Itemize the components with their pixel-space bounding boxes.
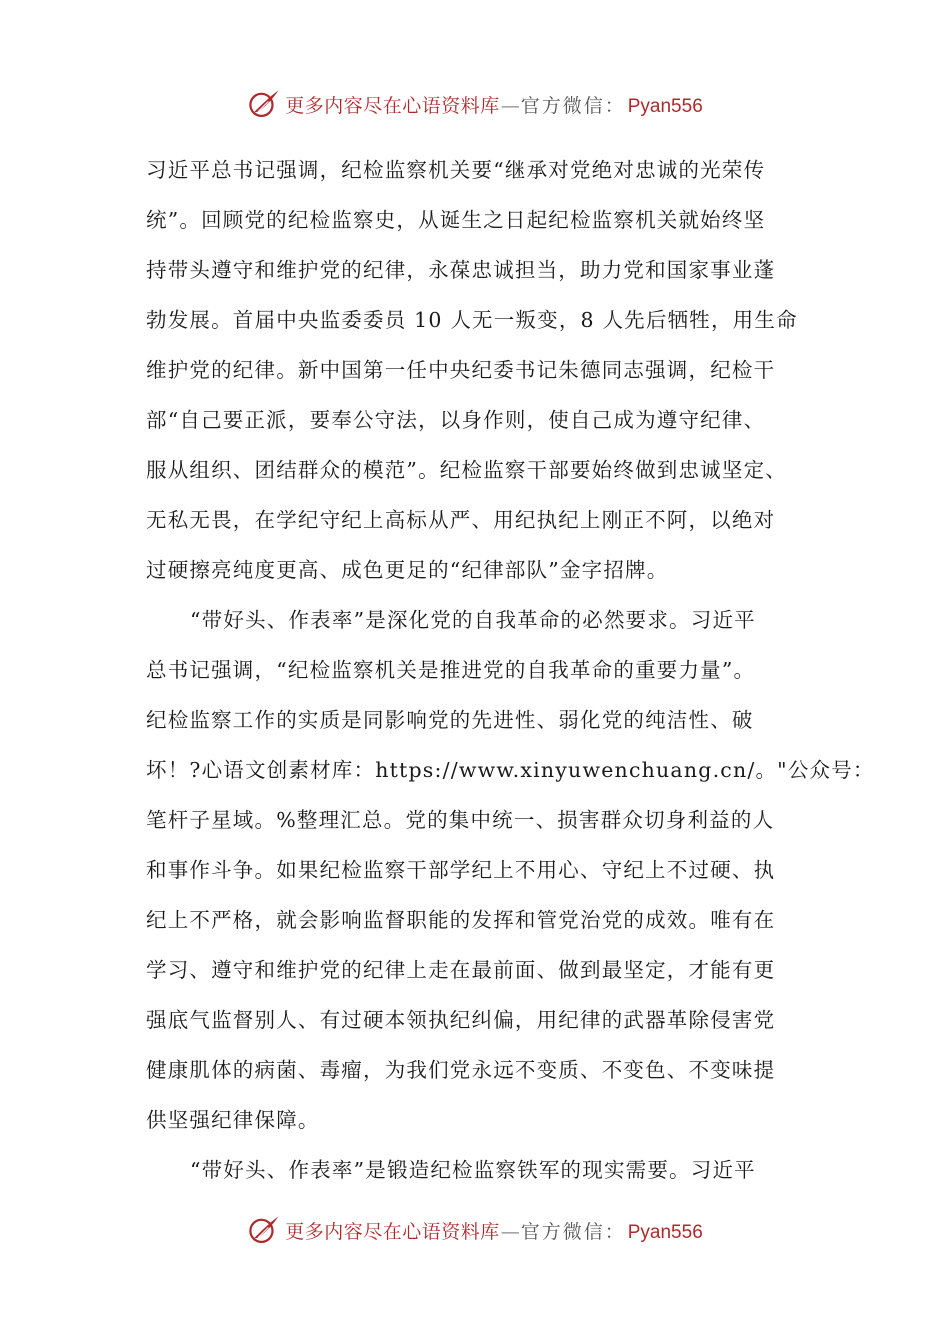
text-line: 纪检监察工作的实质是同影响党的先进性、弱化党的纯洁性、破	[146, 708, 754, 732]
text-line: 坏！?心语文创素材库：https://www.xinyuwenchuang.cn/。"公众号：	[146, 758, 875, 782]
text-line: 部“自己要正派，要奉公守法，以身作则，使自己成为遵守纪律、	[146, 408, 766, 432]
banner-wechat-label: 官方微信：	[520, 1220, 626, 1243]
quill-logo-icon	[247, 87, 281, 121]
quill-logo-icon	[247, 1213, 281, 1247]
banner-title: 更多内容尽在心语资料库	[285, 1220, 500, 1243]
banner-wechat-id: Pyan556	[627, 1221, 703, 1243]
text-line: 总书记强调，“纪检监察机关是推进党的自我革命的重要力量”。	[146, 658, 756, 682]
text-line: 统”。回顾党的纪检监察史，从诞生之日起纪检监察机关就始终坚	[146, 208, 766, 232]
text-line: 过硬擦亮纯度更高、成色更足的“纪律部队”金字招牌。	[146, 558, 669, 582]
text-line: 和事作斗争。如果纪检监察干部学纪上不用心、守纪上不过硬、执	[146, 858, 776, 882]
text-line: 持带头遵守和维护党的纪律，永葆忠诚担当，助力党和国家事业蓬	[146, 258, 776, 282]
text-line: 学习、遵守和维护党的纪律上走在最前面、做到最坚定，才能有更	[146, 958, 776, 982]
text-line: 维护党的纪律。新中国第一任中央纪委书记朱德同志强调，纪检干	[146, 358, 776, 382]
text-line: 纪上不严格，就会影响监督职能的发挥和管党治党的成效。唯有在	[146, 908, 776, 932]
text-line: 笔杆子星域。%整理汇总。党的集中统一、损害群众切身利益的人	[146, 808, 775, 832]
footer-banner	[0, 1210, 950, 1250]
text-line: 供坚强纪律保障。	[146, 1108, 320, 1132]
banner-wechat-label: 官方微信：	[520, 94, 626, 117]
banner-wechat-id: Pyan556	[627, 95, 703, 117]
text-line: 无私无畏，在学纪守纪上高标从严、用纪执纪上刚正不阿，以绝对	[146, 508, 776, 532]
banner-dash: —	[500, 1220, 520, 1243]
document-body	[146, 145, 875, 1195]
text-line: 勃发展。首届中央监委委员 10 人无一叛变，8 人先后牺牲，用生命	[146, 308, 798, 332]
paragraph-start-line: “带好头、作表率”是深化党的自我革命的必然要求。习近平	[190, 608, 756, 632]
banner-dash: —	[500, 94, 520, 117]
paragraph-start-line: “带好头、作表率”是锻造纪检监察铁军的现实需要。习近平	[190, 1158, 756, 1182]
banner-title: 更多内容尽在心语资料库	[285, 94, 500, 117]
text-line: 健康肌体的病菌、毒瘤，为我们党永远不变质、不变色、不变味提	[146, 1058, 776, 1082]
text-line: 强底气监督别人、有过硬本领执纪纠偏，用纪律的武器革除侵害党	[146, 1008, 776, 1032]
text-line: 服从组织、团结群众的模范”。纪检监察干部要始终做到忠诚坚定、	[146, 458, 787, 482]
text-line: 习近平总书记强调，纪检监察机关要“继承对党绝对忠诚的光荣传	[146, 158, 766, 182]
header-banner	[0, 84, 950, 124]
